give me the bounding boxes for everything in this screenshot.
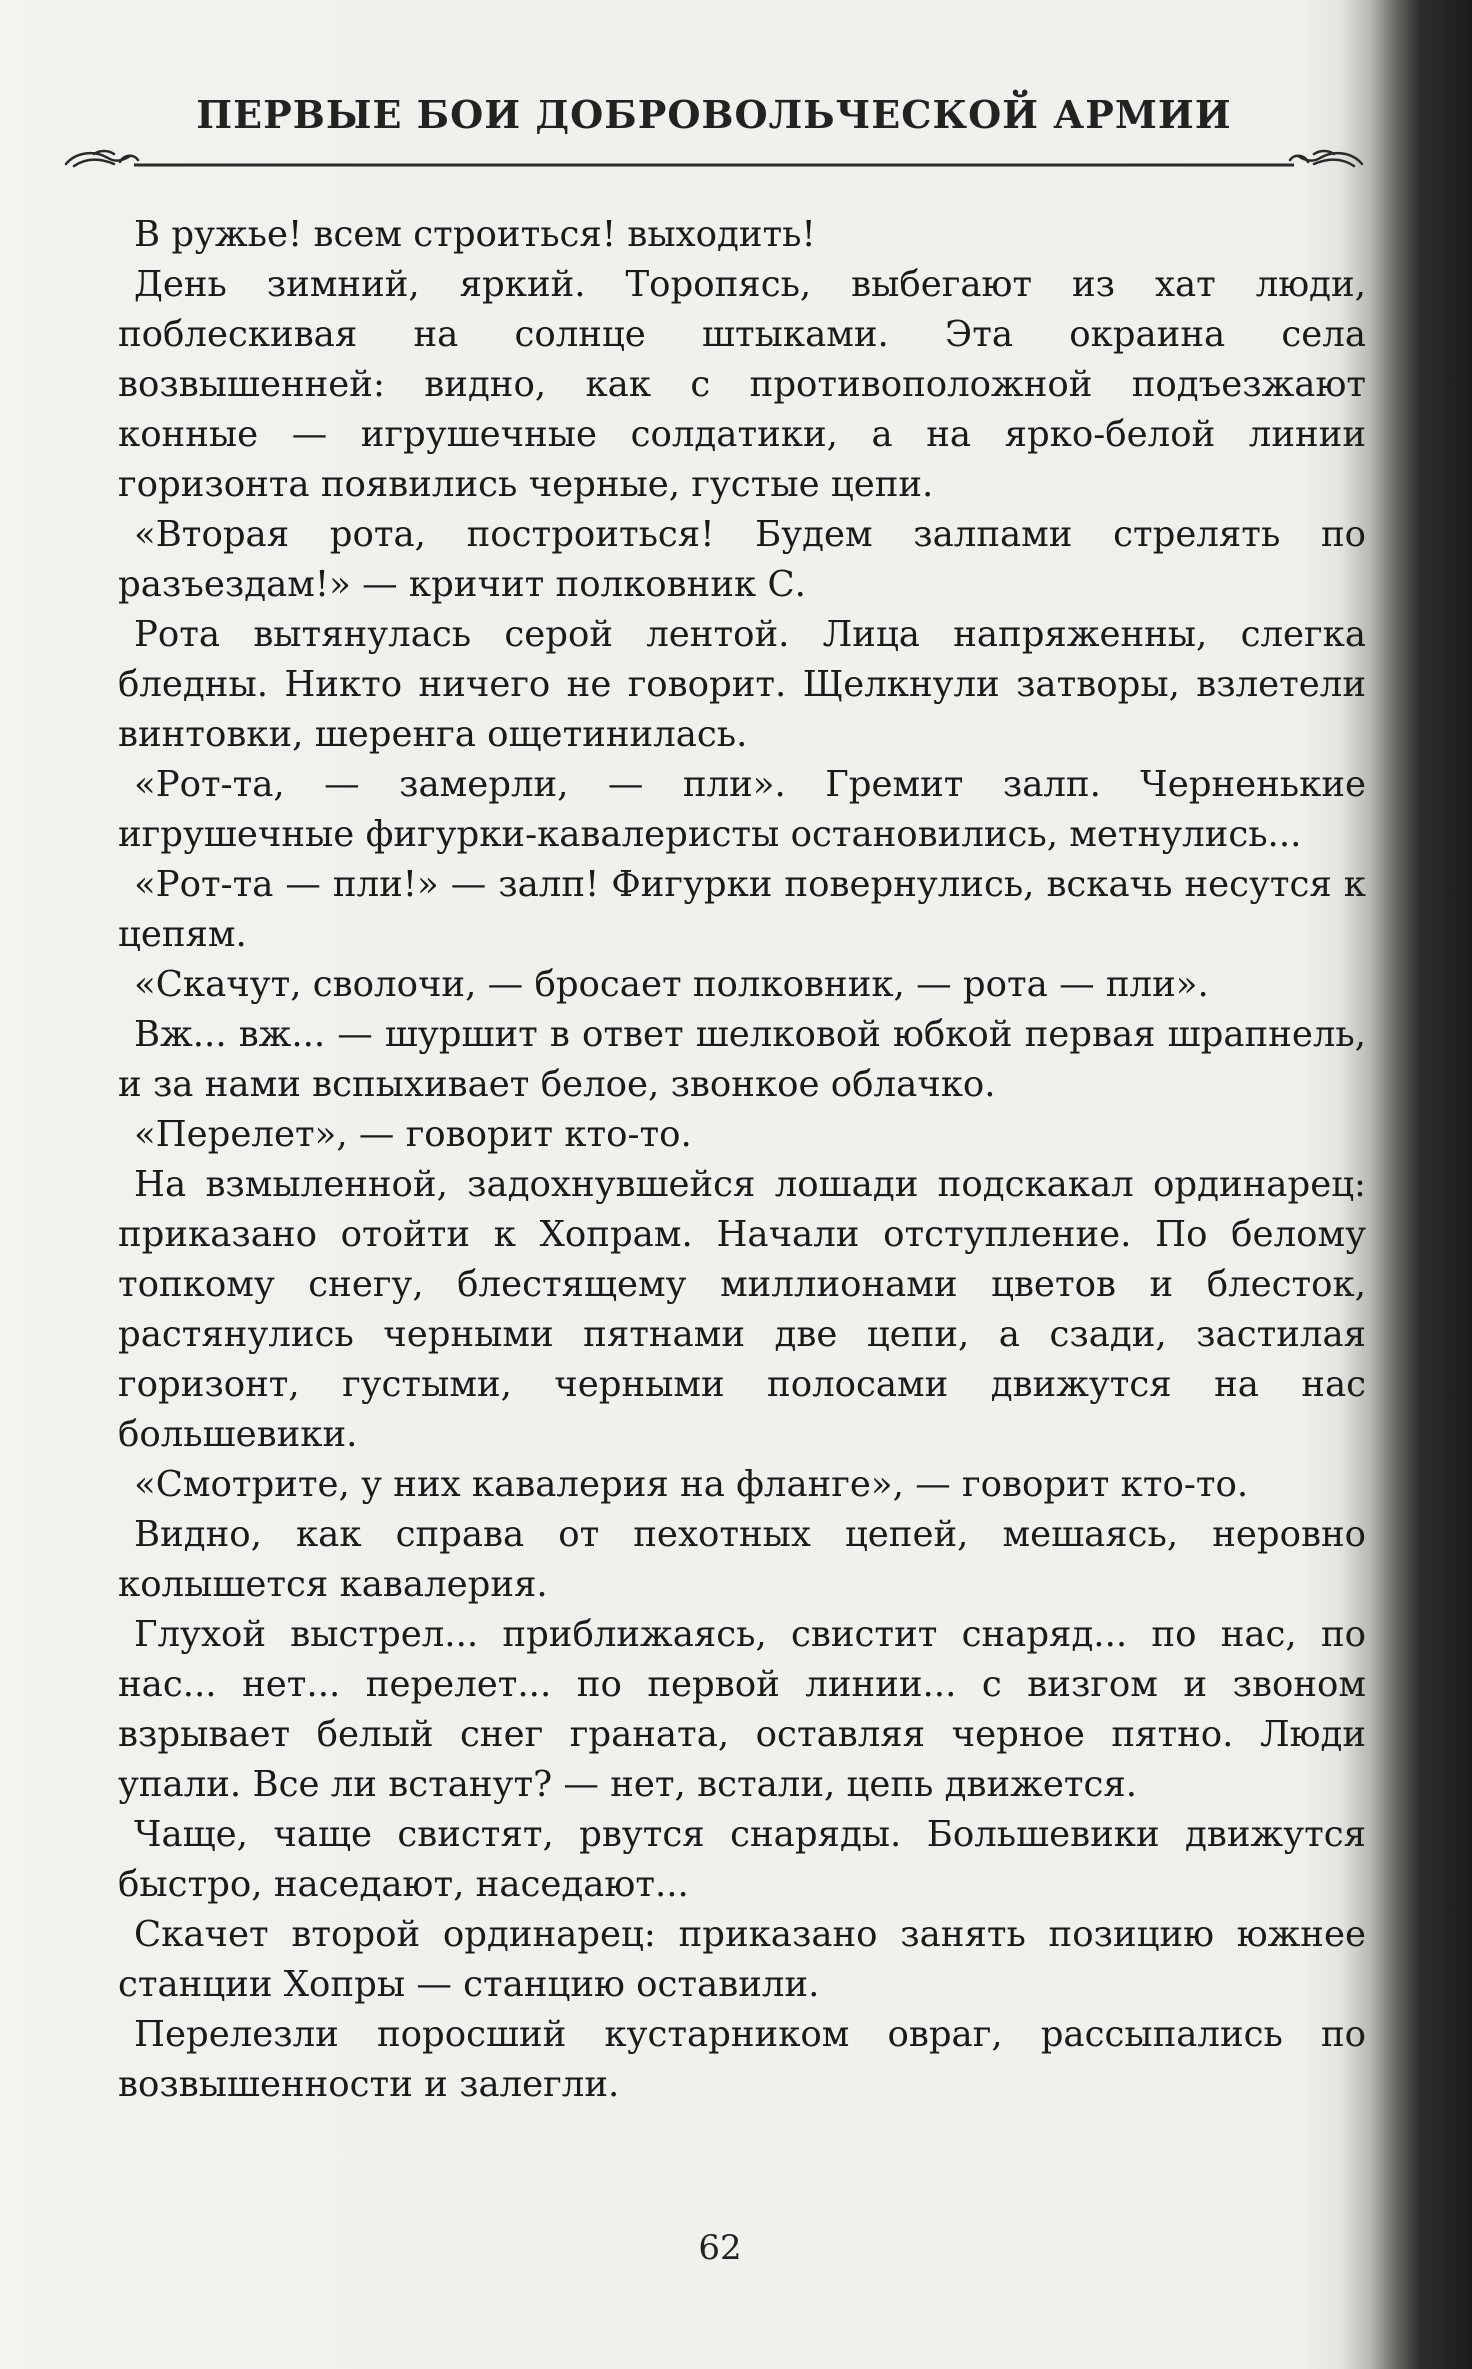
paragraph: «Вторая рота, построиться! Будем залпами стрелять по разъездам!» — кричит полковник С. <box>118 514 1366 605</box>
paragraph: Рота вытянулась серой лентой. Лица напряженны, слегка бледны. Никто ничего не говорит. Щелкнули затворы, взлетели винтовки, шеренга ощетинилась. <box>118 614 1366 755</box>
paragraph: Скачет второй ординарец: приказано занять позицию южнее станции Хопры — станцию оставили. <box>118 1914 1366 2005</box>
paragraph: «Смотрите, у них кавалерия на фланге», — говорит кто-то. <box>134 1464 1249 1505</box>
paragraph: «Рот-та — пли!» — залп! Фигурки повернулись, вскачь несутся к цепям. <box>118 864 1366 955</box>
paragraph: «Скачут, сволочи, — бросает полковник, — рота — пли». <box>134 964 1209 1005</box>
paragraph: На взмыленной, задохнувшейся лошади подскакал ординарец: приказано отойти к Хопрам. Начали отступление. По белому топкому снегу, блестящему миллионами цветов и блесток, растянулись черными пятнами две цепи, а сзади, застилая горизонт, густыми, черными полосами движутся на нас большевики. <box>118 1164 1366 1455</box>
main-text <box>118 210 1366 2110</box>
paragraph: Чаще, чаще свистят, рвутся снаряды. Большевики движутся быстро, наседают, наседают... <box>118 1814 1366 1905</box>
running-header <box>64 78 1364 168</box>
paragraph: День зимний, яркий. Торопясь, выбегают из хат люди, поблескивая на солнце штыками. Эта окраина села возвышенней: видно, как с противоположной подъезжают конные — игрушечные солдатики, а на ярко-белой линии горизонта появились черные, густые цепи. <box>118 264 1366 505</box>
running-header-title: ПЕРВЫЕ БОИ ДОБРОВОЛЬЧЕСКОЙ АРМИИ <box>196 92 1232 137</box>
paragraph: Вж... вж... — шуршит в ответ шелковой юбкой первая шрапнель, и за нами вспыхивает белое, звонкое облачко. <box>118 1014 1366 1105</box>
right-flourish-ornament <box>1290 151 1362 166</box>
paragraph: «Рот-та, — замерли, — пли». Гремит залп. Черненькие игрушечные фигурки-кавалеристы остановились, метнулись... <box>118 764 1366 855</box>
paragraph: Глухой выстрел... приближаясь, свистит снаряд... по нас, по нас... нет... перелет... по первой линии... с визгом и звоном взрывает белый снег граната, оставляя черное пятно. Люди упали. Все ли встанут? — нет, встали, цепь движется. <box>118 1614 1366 1805</box>
left-flourish-ornament <box>66 151 138 166</box>
ornamental-rule <box>64 148 1364 172</box>
page-number: 62 <box>698 2228 742 2268</box>
paragraph: «Перелет», — говорит кто-то. <box>134 1114 692 1155</box>
paragraph: В ружье! всем строиться! выходить! <box>134 214 816 255</box>
paragraph: Перелезли поросший кустарником овраг, рассыпались по возвышенности и залегли. <box>118 2014 1366 2105</box>
paragraph: Видно, как справа от пехотных цепей, мешаясь, неровно колышется кавалерия. <box>118 1514 1366 1605</box>
